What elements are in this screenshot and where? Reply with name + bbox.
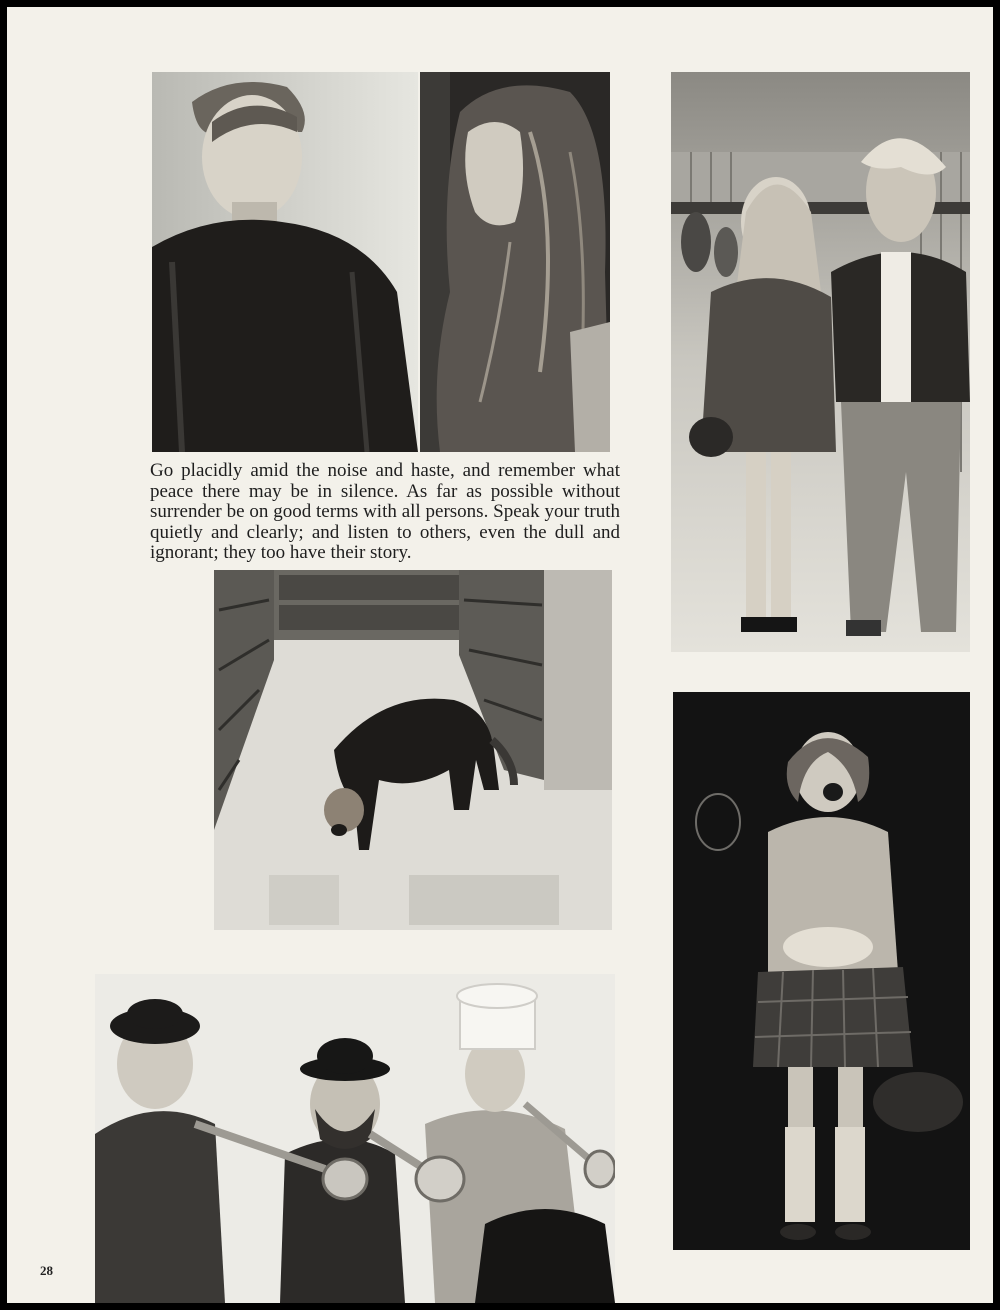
desiderata-quote: Go placidly amid the noise and haste, and remember what peace there may be in silence. As far as possible without surrender be on good terms with all persons. Speak your truth quietly and clearly; and listen to others, even the dull and ignorant; they too have their story.	[150, 460, 620, 563]
page-number: 28	[40, 1263, 53, 1278]
photo-girl-profile	[420, 72, 610, 452]
photo-girl-plaid-skirt	[673, 692, 970, 1250]
photo-trumpet-players	[95, 974, 615, 1303]
yearbook-page	[7, 7, 993, 1303]
photo-boy-portrait	[152, 72, 418, 452]
photo-dog-library	[214, 570, 612, 930]
photo-couple-hallway	[671, 72, 970, 652]
